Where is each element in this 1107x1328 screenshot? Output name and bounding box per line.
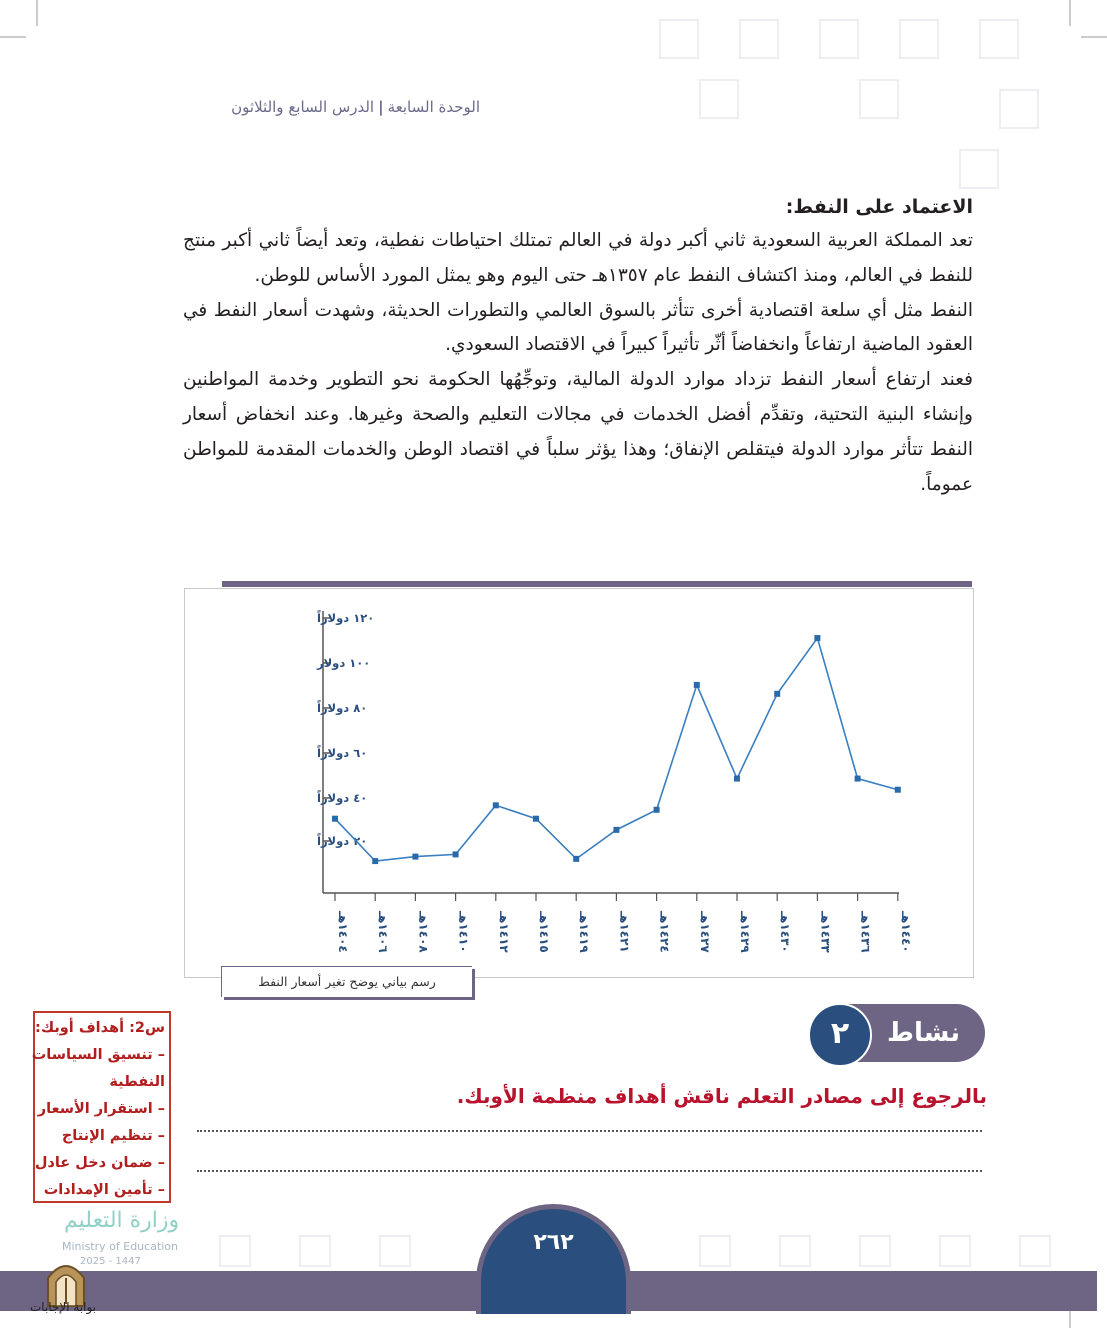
page-header xyxy=(180,98,480,116)
x-tick-label: ١٤٠٤هـ xyxy=(336,911,350,953)
note-line: – تأمين الإمدادات xyxy=(43,1182,165,1198)
x-tick-label: ١٤٠٦هـ xyxy=(376,911,391,953)
x-tick-label: ١٤٢١هـ xyxy=(617,911,632,953)
data-point xyxy=(814,635,820,641)
x-tick-label: ١٤١٩هـ xyxy=(577,911,592,953)
paragraph-2: النفط مثل أي سلعة اقتصادية أخرى تتأثر بالسوق العالمي والتطورات الحديثة، وشهدت أسعار النفط في العقود الماضية ارتفاعاً وانخفاضاً أثّر تأثيراً كبيراً في الاقتصاد السعودي. xyxy=(183,299,973,356)
x-tick-label: ١٤٢٧هـ xyxy=(697,911,712,953)
page-number: ٢٦٢ xyxy=(533,1230,574,1255)
unit-title: الوحدة السابعة xyxy=(387,98,480,116)
x-tick-label: ١٤٣٦هـ xyxy=(858,911,873,953)
y-tick-label: ٤٠ دولاراً xyxy=(317,791,368,805)
ministry-year: 2025 - 1447 xyxy=(80,1256,141,1267)
section-heading: الاعتماد على النفط: xyxy=(785,196,973,218)
paragraph-3: فعند ارتفاع أسعار النفط تزداد موارد الدولة المالية، وتوجِّهُها الحكومة نحو التطوير وخدمة المواطنين وإنشاء البنية التحتية، وتقدِّم أفضل الخدمات في مجالات التعليم والصحة وغيرها. وعند انخفاض أسعار النفط تتأثر موارد الدولة فيتقلص الإنفاق؛ وهذا يؤثر سلباً في اقتصاد الوطن والخدمات المقدمة للمواطن عموماً. xyxy=(183,369,973,495)
data-point xyxy=(493,802,499,808)
data-point xyxy=(332,816,338,822)
note-line: س2: أهداف أوبك: xyxy=(35,1020,165,1036)
x-tick-label: ١٤٤٠هـ xyxy=(898,911,913,953)
data-point xyxy=(774,691,780,697)
data-point xyxy=(654,807,660,813)
data-point xyxy=(372,858,378,864)
data-point xyxy=(613,827,619,833)
data-point xyxy=(895,787,901,793)
data-point xyxy=(855,776,861,782)
x-tick-label: ١٤٢٤هـ xyxy=(657,911,672,953)
data-point xyxy=(694,682,700,688)
chart-canvas xyxy=(185,589,973,977)
answer-line-1[interactable] xyxy=(197,1130,982,1132)
y-tick-label: ١٢٠ دولاراً xyxy=(317,611,375,625)
activity-number: ٢ xyxy=(808,1003,872,1067)
data-point xyxy=(573,856,579,862)
chart-top-bar xyxy=(222,581,972,587)
x-tick-label: ١٤١٠هـ xyxy=(456,911,471,953)
y-tick-label: ٨٠ دولاراً xyxy=(317,701,368,715)
article-body xyxy=(183,190,973,502)
x-tick-label: ١٤١٥هـ xyxy=(537,911,551,953)
handwritten-answer-note xyxy=(33,1011,171,1203)
data-point xyxy=(453,851,459,857)
activity-label: نشاط xyxy=(887,1018,960,1048)
x-tick-label: ١٤٣٠هـ xyxy=(778,911,793,953)
x-tick-label: ١٤١٢هـ xyxy=(496,911,511,953)
x-tick-label: ١٤٢٩هـ xyxy=(738,911,752,953)
note-line: – ضمان دخل عادل xyxy=(34,1155,165,1171)
page-number-tab xyxy=(476,1204,631,1314)
x-tick-label: ١٤٠٨هـ xyxy=(416,911,431,953)
y-tick-label: ١٠٠ دولار xyxy=(317,656,371,670)
note-line: – تنسيق السياسات xyxy=(31,1047,165,1063)
y-tick-label: ٢٠ دولاراً xyxy=(317,834,368,848)
note-line: – تنظيم الإنتاج xyxy=(61,1128,165,1144)
data-point xyxy=(412,854,418,860)
chart-caption: رسم بياني يوضح تغير أسعار النفط xyxy=(221,966,472,997)
note-line: – استقرار الأسعار xyxy=(37,1101,165,1117)
ministry-logo-text: وزارة التعليم xyxy=(64,1208,180,1233)
lesson-title: الدرس السابع والثلاثون xyxy=(231,98,375,116)
activity-question: بالرجوع إلى مصادر التعلم ناقش أهداف منظمة الأوبك. xyxy=(456,1084,987,1108)
ministry-logo-english: Ministry of Education xyxy=(62,1240,179,1253)
data-point xyxy=(533,816,539,822)
header-separator: | xyxy=(378,98,384,116)
oil-price-chart xyxy=(184,588,974,978)
note-line: النفطية xyxy=(109,1074,165,1090)
answer-line-2[interactable] xyxy=(197,1170,982,1172)
x-tick-label: ١٤٣٣هـ xyxy=(818,911,833,953)
site-name: بوابة الإجابات xyxy=(30,1300,97,1314)
y-tick-label: ٦٠ دولاراً xyxy=(317,746,368,760)
data-point xyxy=(734,776,740,782)
paragraph-1: تعد المملكة العربية السعودية ثاني أكبر دولة في العالم تمتلك احتياطات نفطية، وتعد أيضاً ثاني أكبر منتج للنفط في العالم، ومنذ اكتشاف النفط عام ١٣٥٧هـ حتى اليوم وهو يمثل المورد الأساس للوطن. xyxy=(183,230,973,286)
